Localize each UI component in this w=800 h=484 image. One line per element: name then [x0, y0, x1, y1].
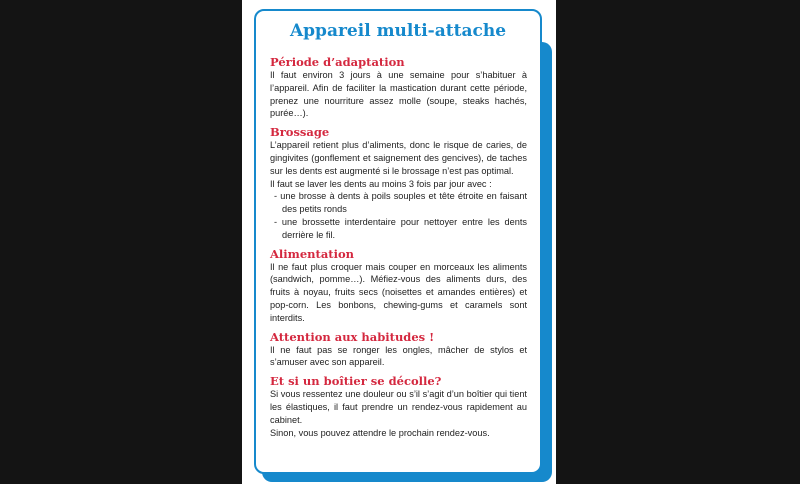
section-heading: Attention aux habitudes ! — [270, 329, 435, 344]
list-item: - une brosse à dents à poils souples et tête étroite en faisant des petits ronds — [274, 191, 527, 215]
section-text: Il ne faut plus croquer mais couper en morceaux les aliments (sandwich, pomme…). Méfiez-vous des aliments durs, des fruits à noyau, fruits secs (noisettes et amandes entières) et pop-corn. Les bonbons, chewing-gums et caramels sont interdits. — [270, 261, 527, 323]
section-brossage — [270, 126, 527, 241]
section-text: Il faut se laver les dents au moins 3 fois par jour avec : — [270, 178, 492, 189]
info-card — [254, 9, 542, 474]
section-heading: Alimentation — [270, 246, 354, 261]
section-heading: Brossage — [270, 125, 330, 140]
list-item: - une brossette interdentaire pour nettoyer entre les dents derrière le fil. — [274, 216, 527, 240]
card-content — [270, 56, 527, 445]
brushing-list — [270, 190, 527, 241]
section-text: Sinon, vous pouvez attendre le prochain rendez-vous. — [270, 427, 490, 438]
section-heading: Et si un boîtier se décolle? — [270, 374, 442, 389]
section-adaptation — [270, 56, 527, 120]
section-alimentation — [270, 248, 527, 325]
section-text: Si vous ressentez une douleur ou s’il s’agit d’un boîtier qui tient les élastiques, il faut prendre un rendez-vous rapidement au cabinet. — [270, 389, 527, 425]
section-habitudes — [270, 331, 527, 370]
section-text: Il ne faut pas se ronger les ongles, mâcher de stylos et s’amuser avec son appareil. — [270, 344, 527, 368]
section-text: Il faut environ 3 jours à une semaine pour s’habituer à l’appareil. Afin de faciliter la mastication durant cette période, prenez une nourriture assez molle (soupe, steaks hachés, purée…). — [270, 70, 527, 119]
section-text: L’appareil retient plus d’aliments, donc le risque de caries, de gingivites (gonflement et saignement des gencives), de taches sur les dents est augmenté si le brossage n’est pas optimal. — [270, 140, 527, 176]
section-boitier — [270, 375, 527, 439]
section-heading: Période d’adaptation — [270, 55, 405, 69]
card-title: Appareil multi-attache — [289, 21, 507, 41]
